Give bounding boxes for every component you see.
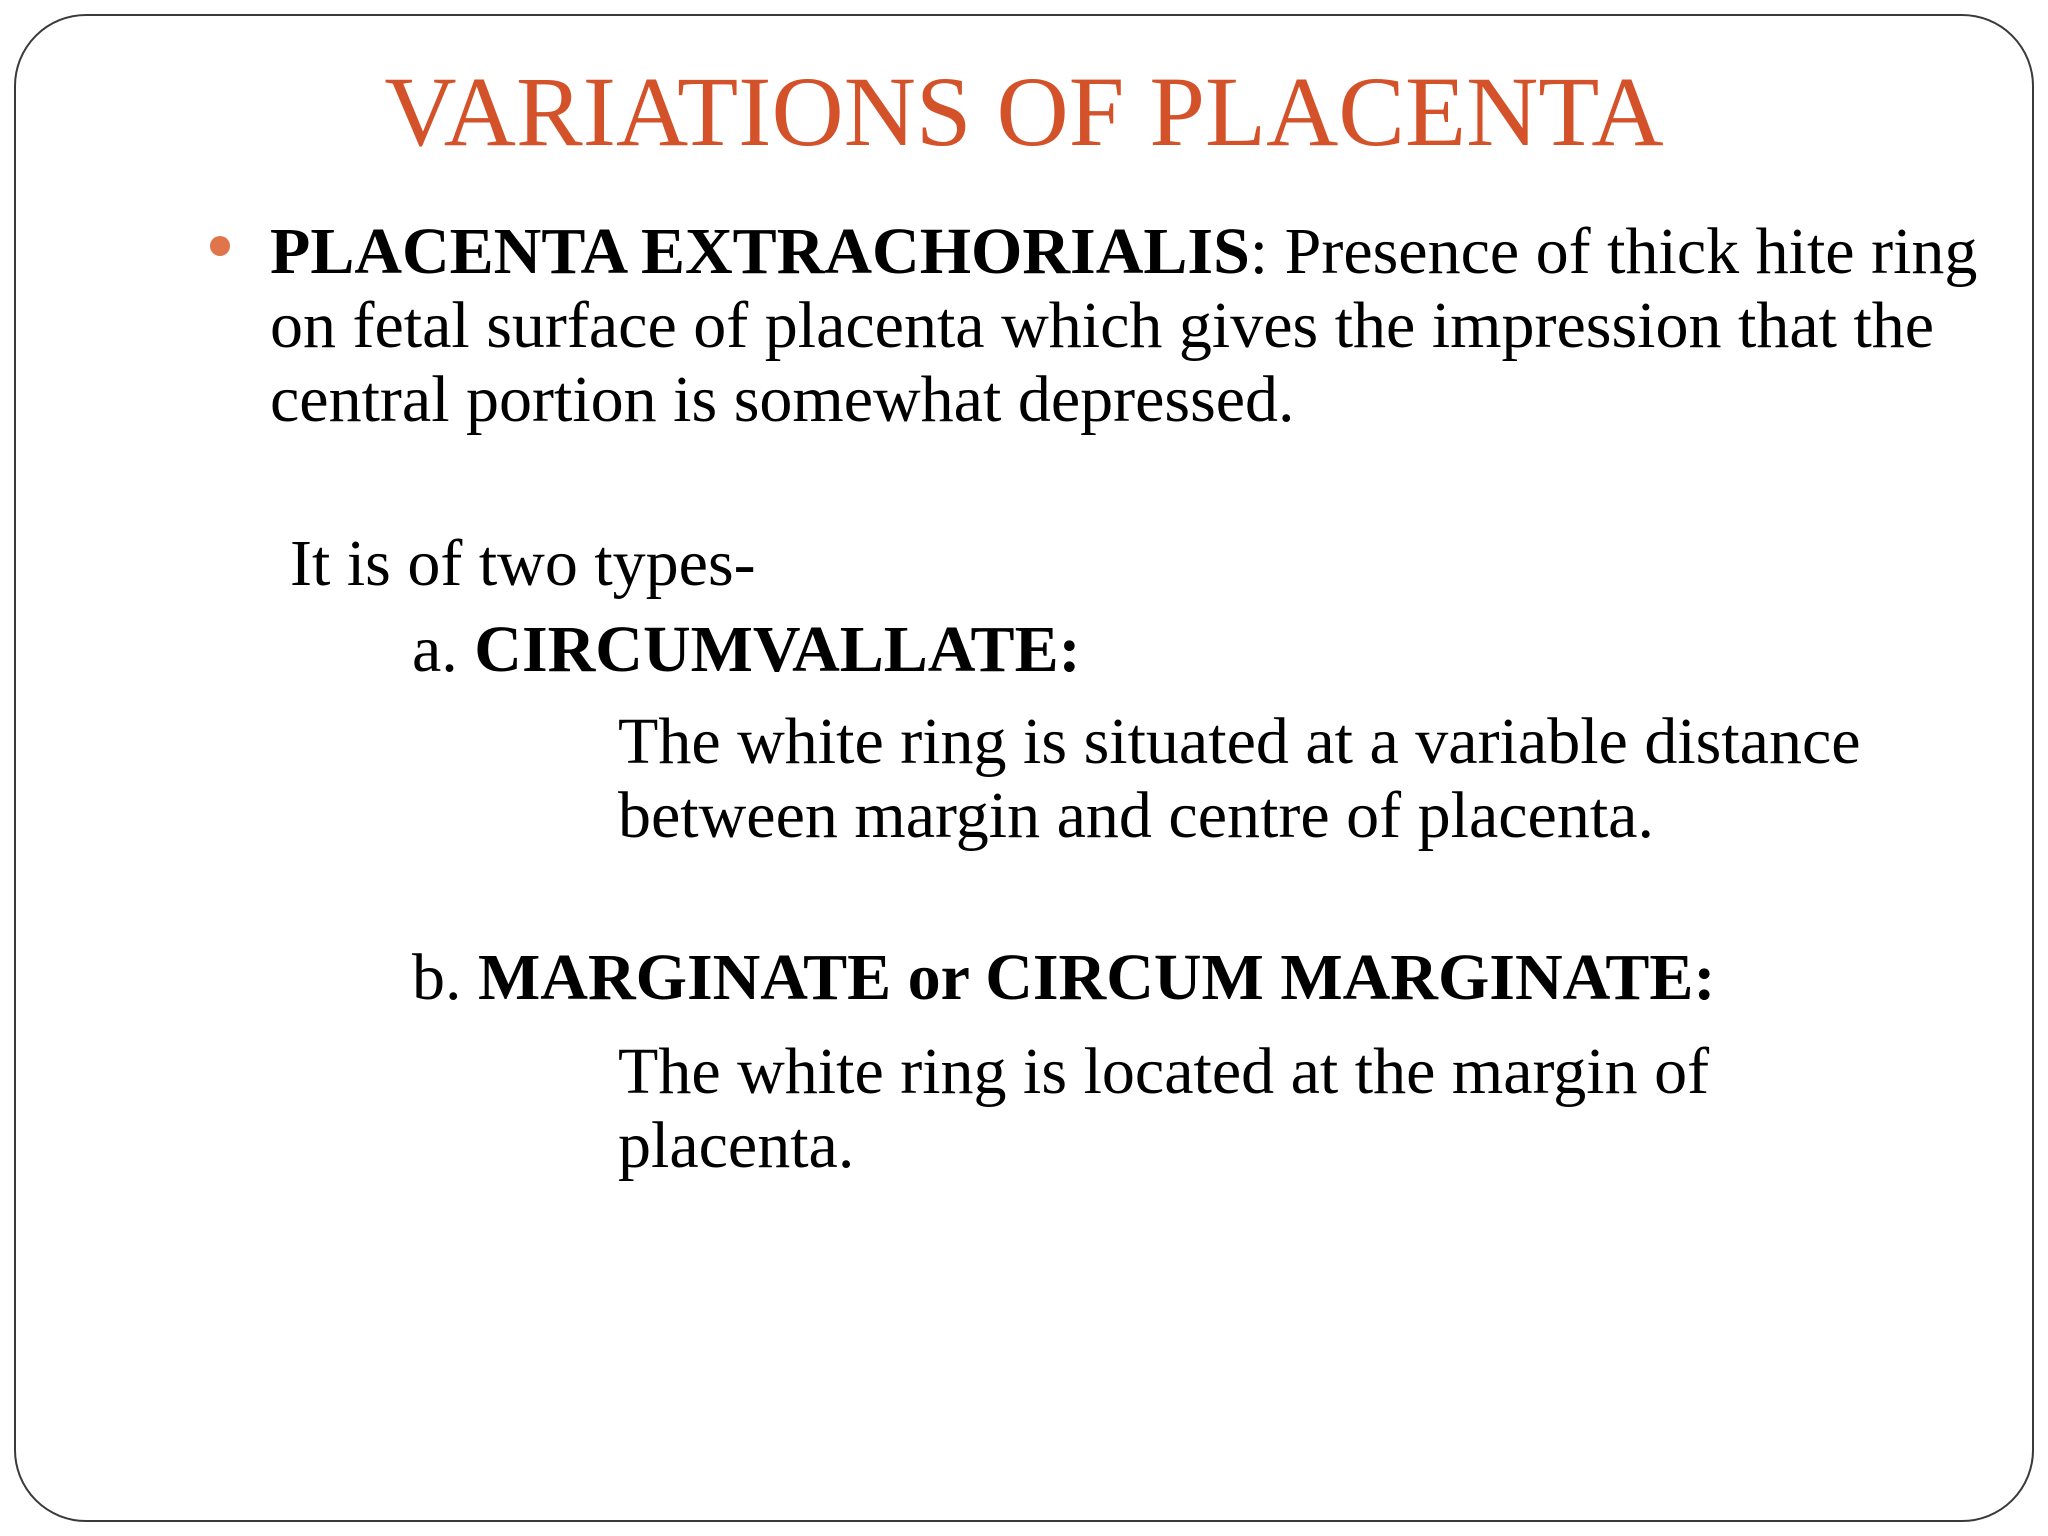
type-b-marker: b. [412, 941, 478, 1014]
types-intro: It is of two types- [290, 527, 756, 600]
type-item-a [412, 613, 1081, 687]
slide-title: VARIATIONS OF PLACENTA [384, 56, 1664, 167]
bullet-term: PLACENTA EXTRACHORIALIS [270, 215, 1250, 288]
bullet-paragraph [270, 215, 1990, 437]
type-a-marker: a. [412, 613, 475, 686]
type-b-name: MARGINATE or CIRCUM MARGINATE: [478, 941, 1716, 1014]
type-item-b [412, 941, 1715, 1015]
bullet-colon: : [1249, 215, 1269, 288]
type-a-description: The white ring is situated at a variable distance between margin and centre of placenta. [618, 705, 1861, 852]
type-a-name: CIRCUMVALLATE: [474, 613, 1081, 686]
bullet-dot-icon [210, 236, 230, 256]
type-b-description: The white ring is located at the margin of placenta. [618, 1035, 1710, 1182]
bullet-definition: Presence of thick hite ring on fetal surface of placenta which gives the impression that the central portion is somewhat depressed. [270, 215, 1978, 436]
